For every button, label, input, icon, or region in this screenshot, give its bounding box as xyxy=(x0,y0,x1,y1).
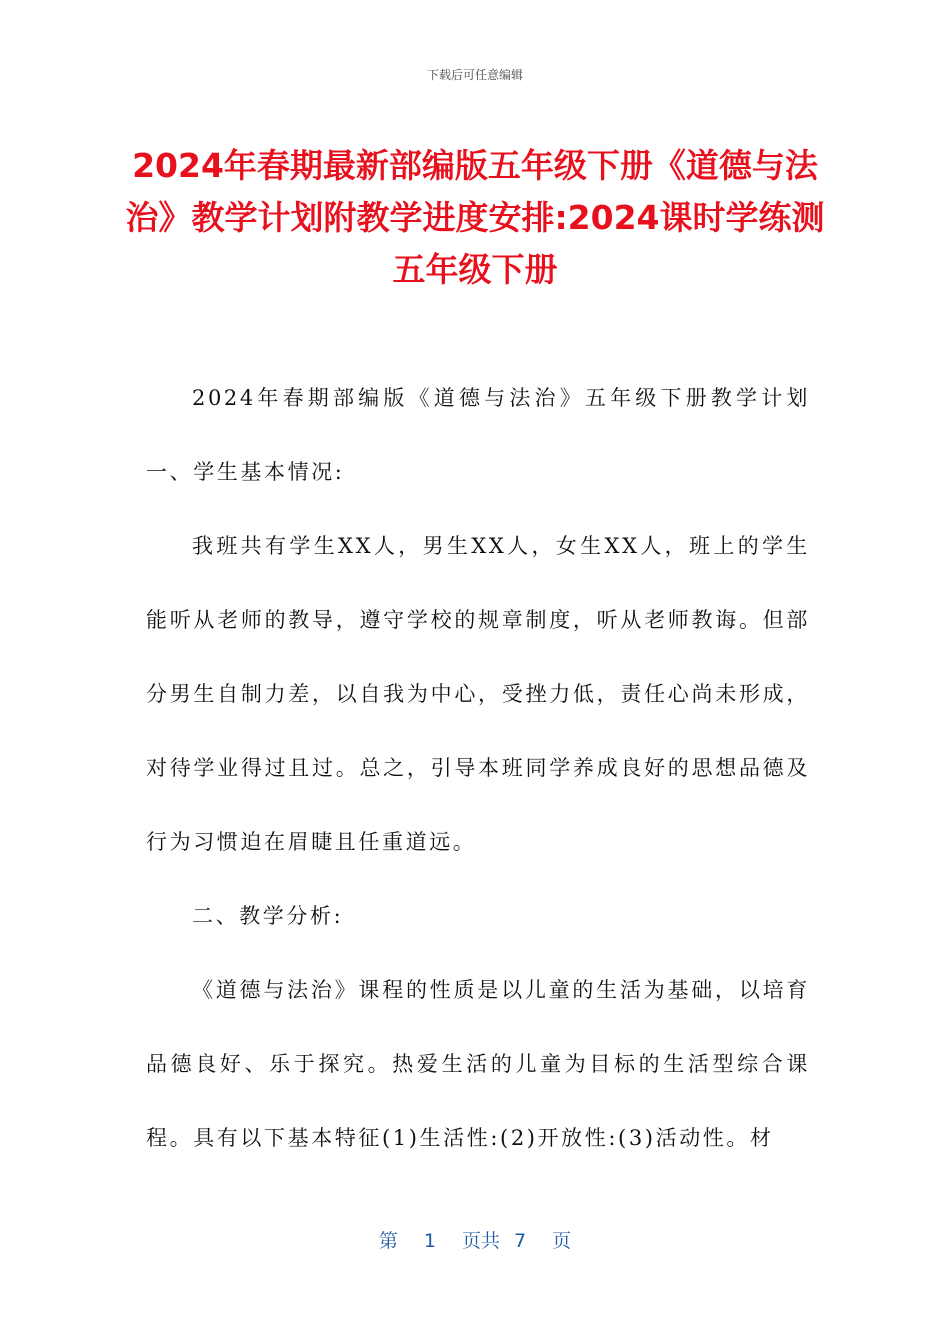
header-note: 下载后可任意编辑 xyxy=(426,68,523,82)
footer-total-pages: 7 xyxy=(514,1230,527,1252)
footer-ye-gong: 页共 xyxy=(461,1230,500,1252)
paragraph-section-heading: 二、教学分析: xyxy=(192,904,344,928)
paragraph-teaching-analysis: 《道德与法治》课程的性质是以儿童的生活为基础，以培育品德良好、乐于探究。热爱生活的儿童为目标的生活型综合课程。具有以下基本特征(1)生活性:(2)开放性:(3)活动性。材 xyxy=(146,978,810,1150)
document-title: 2024年春期最新部编版五年级下册《道德与法治》教学计划附教学进度安排:2024课时学练测五年级下册 xyxy=(125,146,825,289)
footer-di: 第 xyxy=(378,1230,398,1252)
paragraph-intro: 2024年春期部编版《道德与法治》五年级下册教学计划一、学生基本情况: xyxy=(146,386,810,484)
paragraph-student-situation: 我班共有学生XX人，男生XX人，女生XX人，班上的学生能听从老师的教导，遵守学校的规章制度，听从老师教诲。但部分男生自制力差，以自我为中心，受挫力低，责任心尚未形成，对待学业得过且过。总之，引导本班同学养成良好的思想品德及行为习惯迫在眉睫且任重道远。 xyxy=(146,534,810,854)
page-footer xyxy=(0,1226,950,1253)
footer-ye: 页 xyxy=(552,1230,572,1252)
footer-page-number: 1 xyxy=(423,1230,436,1252)
document-body xyxy=(146,361,810,1175)
